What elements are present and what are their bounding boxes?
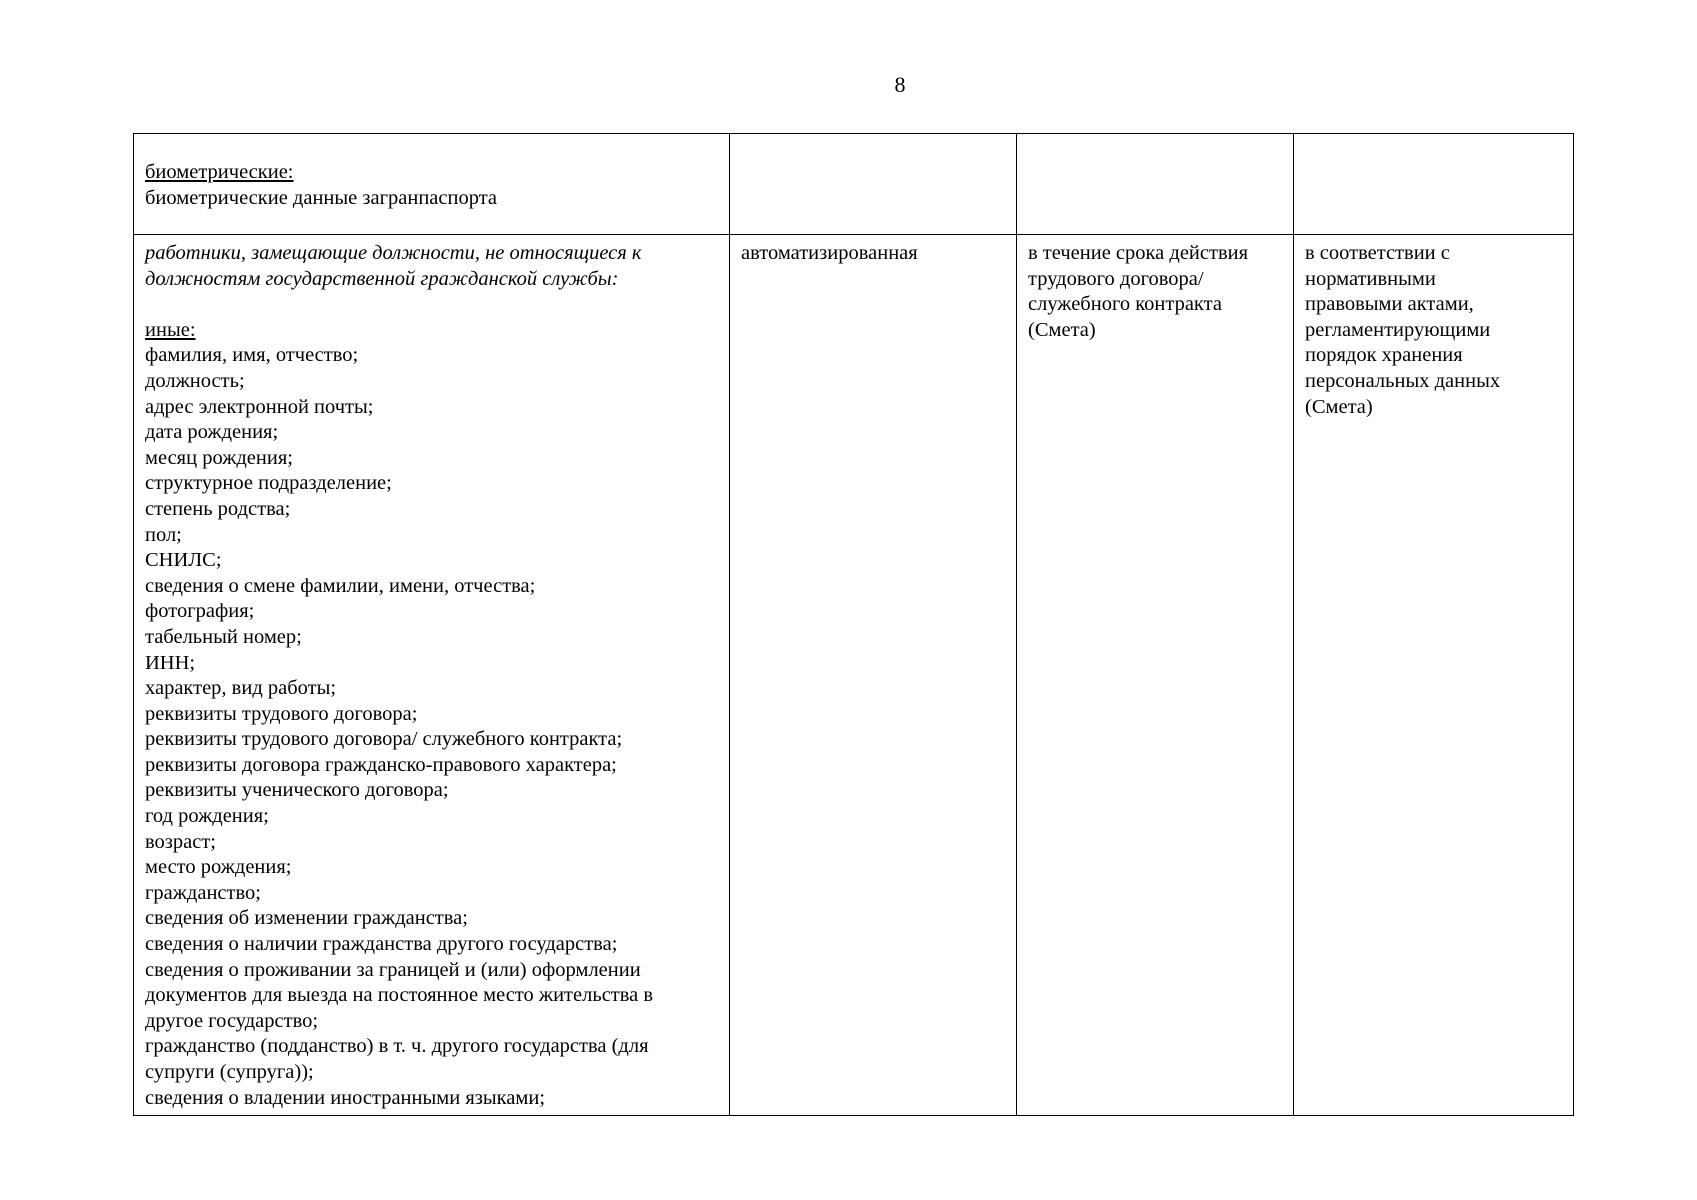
storage-term-line: в течение срока действия: [1028, 242, 1249, 264]
list-item: должность;: [145, 369, 245, 392]
personal-data-table: [133, 133, 1574, 1116]
list-item: характер, вид работы;: [145, 677, 337, 700]
list-item: дата рождения;: [145, 421, 279, 444]
table-row: [134, 134, 1574, 235]
storage-procedure-cell: [1294, 235, 1574, 1116]
list-item: сведения об изменении гражданства;: [145, 907, 468, 930]
list-item: гражданство (подданство) в т. ч. другого государства (для: [145, 1035, 649, 1058]
list-item: документов для выезда на постоянное место жительства в: [145, 984, 654, 1007]
list-item: сведения о проживании за границей и (или) оформлении: [145, 958, 641, 981]
table-row: [134, 235, 1574, 1116]
biometric-heading: биометрические:: [145, 161, 294, 183]
storage-procedure-line: персональных данных: [1305, 369, 1501, 392]
list-item: реквизиты ученического договора;: [145, 779, 449, 802]
storage-procedure-text: [1305, 241, 1562, 420]
storage-term-cell: [1017, 235, 1294, 1116]
storage-procedure-line: нормативными: [1305, 267, 1436, 290]
list-item: фамилия, имя, отчество;: [145, 344, 359, 367]
list-item: степень родства;: [145, 497, 291, 520]
list-item: месяц рождения;: [145, 446, 293, 469]
processing-method-cell: [730, 235, 1017, 1116]
list-item: место рождения;: [145, 856, 292, 879]
storage-term-line: (Смета): [1028, 318, 1096, 341]
storage-procedure-cell: [1294, 134, 1574, 235]
list-item: год рождения;: [145, 805, 269, 828]
list-item: гражданство;: [145, 881, 261, 904]
list-item: супруги (супруга));: [145, 1061, 314, 1083]
list-item: другое государство;: [145, 1009, 319, 1032]
list-item: адрес электронной почты;: [145, 395, 374, 418]
list-item: пол;: [145, 523, 182, 546]
storage-procedure-line: правовыми актами,: [1305, 293, 1474, 316]
processing-method-cell: [730, 134, 1017, 235]
list-item: сведения о наличии гражданства другого государства;: [145, 933, 618, 956]
page-number: 8: [894, 72, 906, 97]
storage-procedure-line: порядок хранения: [1305, 344, 1463, 367]
list-item: табельный номер;: [145, 625, 302, 648]
storage-procedure-line: в соответствии с: [1305, 242, 1450, 264]
category-title-line: работники, замещающие должности, не относящиеся к: [145, 242, 642, 264]
list-item: реквизиты трудового договора;: [145, 702, 418, 725]
list-item: реквизиты трудового договора/ служебного контракта;: [145, 728, 623, 751]
data-category-cell: [134, 134, 730, 235]
spacer: [145, 292, 718, 318]
list-item: фотография;: [145, 600, 255, 623]
personal-data-list: [145, 343, 718, 1111]
category-title-line: должностям государственной гражданской службы:: [145, 267, 619, 290]
storage-procedure-line: регламентирующими: [1305, 318, 1491, 341]
list-item: СНИЛС;: [145, 549, 222, 572]
list-item: возраст;: [145, 830, 216, 853]
list-item: ИНН;: [145, 651, 196, 674]
storage-term-line: трудового договора/: [1028, 267, 1204, 290]
list-item: сведения о владении иностранными языками;: [145, 1086, 546, 1109]
biometric-item: биометрические данные загранпаспорта: [145, 186, 498, 209]
list-item: структурное подразделение;: [145, 472, 392, 495]
other-data-heading: иные:: [145, 318, 196, 341]
list-item: сведения о смене фамилии, имени, отчества;: [145, 574, 536, 597]
processing-method: автоматизированная: [741, 242, 918, 264]
storage-term-text: [1028, 241, 1282, 343]
storage-procedure-line: (Смета): [1305, 395, 1373, 418]
list-item: реквизиты договора гражданско-правового характера;: [145, 753, 617, 776]
storage-term-cell: [1017, 134, 1294, 235]
storage-term-line: служебного контракта: [1028, 293, 1222, 316]
data-category-cell: [134, 235, 730, 1116]
